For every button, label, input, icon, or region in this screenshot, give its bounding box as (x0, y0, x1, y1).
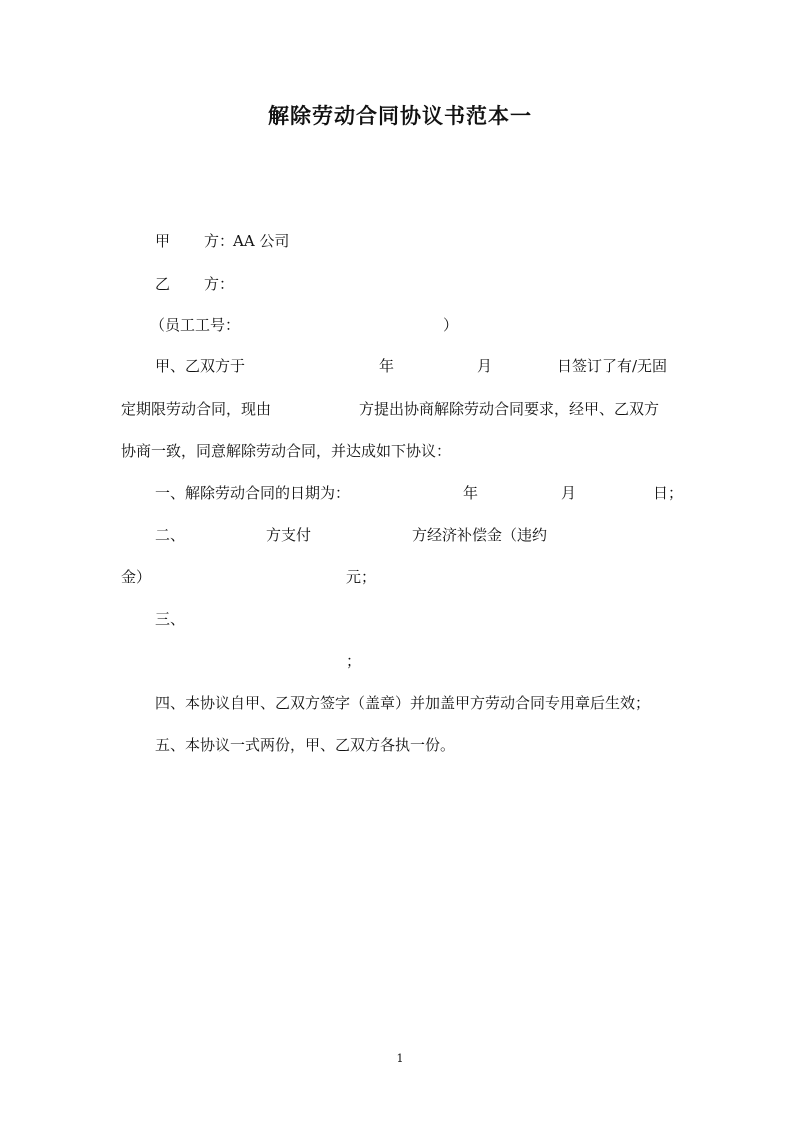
item-5-text: 五、本协议一式两份，甲、乙双方各执一份。 (155, 736, 456, 754)
intro-line-3: 协商一致，同意解除劳动合同，并达成如下协议： (121, 442, 452, 460)
intro-line-1-start: 甲、乙双方于 (155, 357, 246, 375)
intro-month: 月 (477, 357, 493, 375)
party-a-colon: 方： (204, 232, 235, 250)
party-b-label: 乙 (155, 275, 171, 293)
item-1-year: 年 (463, 484, 479, 502)
party-a-label: 甲 (155, 232, 171, 250)
item-2-number: 二、 (155, 526, 186, 544)
page-number: 1 (396, 1052, 404, 1065)
item-4-text: 四、本协议自甲、乙双方签字（盖章）并加盖甲方劳动合同专用章后生效； (155, 694, 651, 712)
employee-no-label: （员工工号： (150, 316, 241, 334)
employee-no-close: ） (443, 316, 459, 334)
item-3-number: 三、 (155, 610, 186, 628)
item-2-pay: 方支付 (266, 526, 312, 544)
item-2-continued: 金） (121, 568, 152, 586)
intro-line-2-end: 方提出协商解除劳动合同要求，经甲、乙双方 (359, 400, 660, 418)
intro-year: 年 (379, 357, 395, 375)
item-1-day: 日； (653, 484, 684, 502)
item-2-compensation: 方经济补偿金（违约 (412, 526, 548, 544)
item-3-end: ； (346, 652, 362, 670)
intro-line-2-start: 定期限劳动合同，现由 (121, 400, 272, 418)
intro-line-1-end: 日签订了有/无固 (557, 357, 668, 375)
item-2-currency: 元； (346, 568, 377, 586)
item-1-text: 一、解除劳动合同的日期为： (155, 484, 351, 502)
page-title: 解除劳动合同协议书范本一 (268, 103, 532, 128)
party-b-colon: 方： (204, 275, 235, 293)
item-1-month: 月 (561, 484, 577, 502)
party-a-value: AA 公司 (233, 232, 290, 250)
